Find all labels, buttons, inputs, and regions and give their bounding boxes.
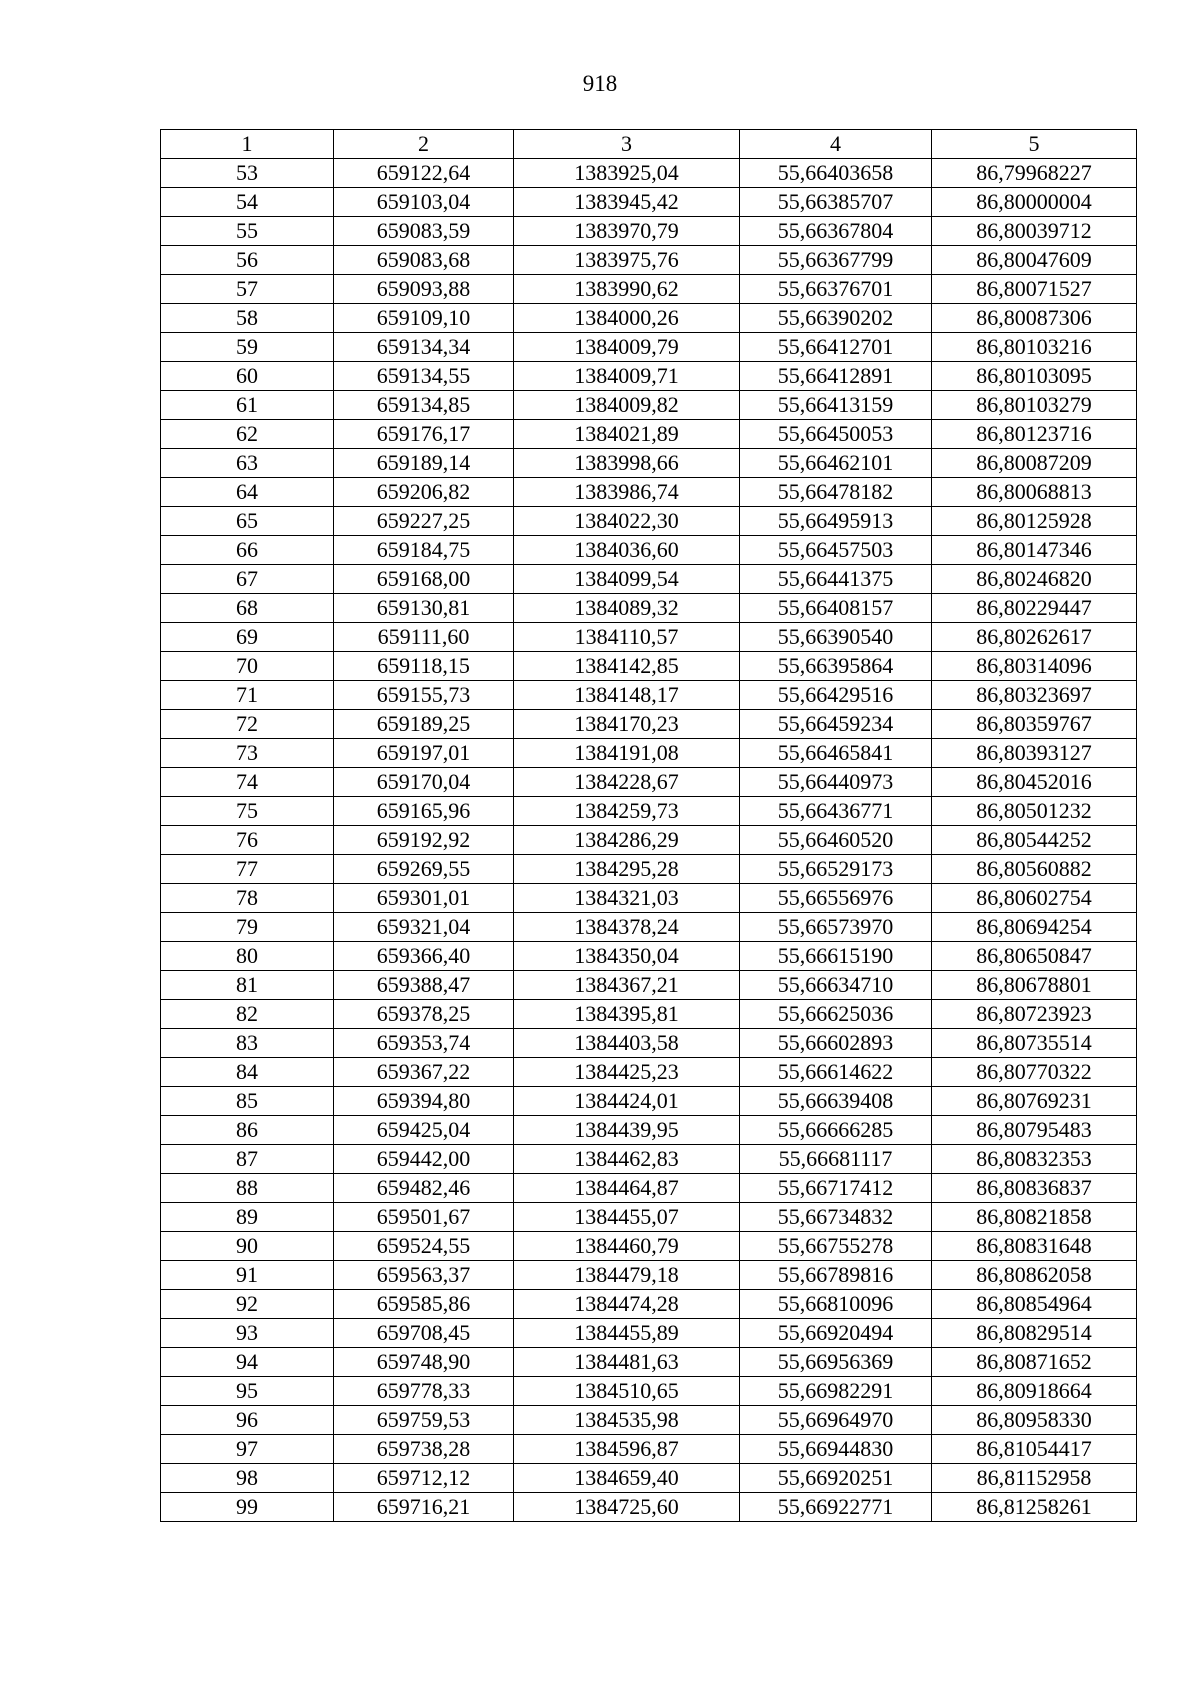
column-header: 5 [932,130,1137,159]
table-cell: 1384659,40 [514,1464,740,1493]
table-cell: 66 [161,536,334,565]
table-cell: 55,66944830 [740,1435,932,1464]
table-cell: 55,66429516 [740,681,932,710]
table-row [161,507,1137,536]
table-cell: 86,80854964 [932,1290,1137,1319]
table-cell: 87 [161,1145,334,1174]
table-cell: 53 [161,159,334,188]
table-cell: 86,80123716 [932,420,1137,449]
table-cell: 1384464,87 [514,1174,740,1203]
table-row [161,652,1137,681]
table-cell: 1384378,24 [514,913,740,942]
table-cell: 86,80544252 [932,826,1137,855]
table-cell: 659111,60 [334,623,514,652]
column-header: 4 [740,130,932,159]
table-cell: 1384455,89 [514,1319,740,1348]
table-cell: 86,80831648 [932,1232,1137,1261]
table-row [161,1029,1137,1058]
table-cell: 1384228,67 [514,768,740,797]
table-cell: 55,66602893 [740,1029,932,1058]
table-cell: 55,66465841 [740,739,932,768]
table-cell: 659425,04 [334,1116,514,1145]
table-cell: 55,66385707 [740,188,932,217]
table-cell: 659482,46 [334,1174,514,1203]
table-cell: 82 [161,1000,334,1029]
table-row [161,246,1137,275]
table-row [161,362,1137,391]
table-cell: 86,80958330 [932,1406,1137,1435]
table-cell: 55,66666285 [740,1116,932,1145]
table-cell: 1384099,54 [514,565,740,594]
table-cell: 68 [161,594,334,623]
table-cell: 659501,67 [334,1203,514,1232]
table-cell: 86,80602754 [932,884,1137,913]
table-cell: 659189,14 [334,449,514,478]
table-cell: 94 [161,1348,334,1377]
table-row [161,1116,1137,1145]
table-cell: 1384036,60 [514,536,740,565]
table-cell: 55,66734832 [740,1203,932,1232]
table-cell: 659189,25 [334,710,514,739]
table-cell: 1384481,63 [514,1348,740,1377]
table-row [161,188,1137,217]
table-cell: 659083,68 [334,246,514,275]
table-cell: 86,80103279 [932,391,1137,420]
table-row [161,159,1137,188]
table-cell: 93 [161,1319,334,1348]
table-cell: 55,66556976 [740,884,932,913]
table-cell: 86,80821858 [932,1203,1137,1232]
table-cell: 1384425,23 [514,1058,740,1087]
table-cell: 659134,85 [334,391,514,420]
table-cell: 55,66440973 [740,768,932,797]
table-cell: 81 [161,971,334,1000]
table-cell: 659716,21 [334,1493,514,1522]
table-cell: 86,79968227 [932,159,1137,188]
table-row [161,1377,1137,1406]
table-cell: 75 [161,797,334,826]
column-header: 2 [334,130,514,159]
table-cell: 1384009,79 [514,333,740,362]
table-cell: 1383990,62 [514,275,740,304]
table-row [161,884,1137,913]
table-cell: 55,66412891 [740,362,932,391]
table-cell: 57 [161,275,334,304]
table-row [161,942,1137,971]
table-cell: 1384474,28 [514,1290,740,1319]
table-cell: 659184,75 [334,536,514,565]
table-row [161,1087,1137,1116]
table-cell: 659367,22 [334,1058,514,1087]
table-cell: 55,66436771 [740,797,932,826]
table-cell: 86,80832353 [932,1145,1137,1174]
table-cell: 659708,45 [334,1319,514,1348]
coordinates-table [160,129,1137,1522]
table-cell: 1383975,76 [514,246,740,275]
table-cell: 1384596,87 [514,1435,740,1464]
table-row [161,565,1137,594]
table-cell: 55,66408157 [740,594,932,623]
table-cell: 83 [161,1029,334,1058]
table-cell: 86,80723923 [932,1000,1137,1029]
table-cell: 55,66964970 [740,1406,932,1435]
table-cell: 54 [161,188,334,217]
table-cell: 659118,15 [334,652,514,681]
table-cell: 659748,90 [334,1348,514,1377]
table-cell: 659083,59 [334,217,514,246]
table-cell: 55,66367804 [740,217,932,246]
table-cell: 659093,88 [334,275,514,304]
table-cell: 1384009,82 [514,391,740,420]
table-cell: 1383970,79 [514,217,740,246]
table-cell: 55,66634710 [740,971,932,1000]
table-cell: 86,80795483 [932,1116,1137,1145]
table-row [161,217,1137,246]
table-cell: 55,66495913 [740,507,932,536]
table-cell: 55,66920251 [740,1464,932,1493]
table-cell: 55,66956369 [740,1348,932,1377]
table-cell: 97 [161,1435,334,1464]
table-cell: 77 [161,855,334,884]
table-cell: 65 [161,507,334,536]
table-cell: 55 [161,217,334,246]
table-cell: 86,80650847 [932,942,1137,971]
table-cell: 72 [161,710,334,739]
table-cell: 55,66459234 [740,710,932,739]
table-cell: 86,80770322 [932,1058,1137,1087]
table-cell: 1384462,83 [514,1145,740,1174]
table-cell: 659353,74 [334,1029,514,1058]
table-cell: 1384321,03 [514,884,740,913]
table-cell: 1383998,66 [514,449,740,478]
table-cell: 659155,73 [334,681,514,710]
table-cell: 86,80246820 [932,565,1137,594]
table-cell: 86,80678801 [932,971,1137,1000]
table-cell: 55,66717412 [740,1174,932,1203]
table-cell: 1384170,23 [514,710,740,739]
table-cell: 86,81152958 [932,1464,1137,1493]
table-cell: 659585,86 [334,1290,514,1319]
table-cell: 659778,33 [334,1377,514,1406]
table-cell: 86,80125928 [932,507,1137,536]
table-cell: 55,66681117 [740,1145,932,1174]
table-cell: 1384460,79 [514,1232,740,1261]
column-header: 1 [161,130,334,159]
table-row [161,623,1137,652]
table-cell: 659192,92 [334,826,514,855]
table-cell: 99 [161,1493,334,1522]
table-cell: 96 [161,1406,334,1435]
table-cell: 56 [161,246,334,275]
column-header: 3 [514,130,740,159]
table-row [161,710,1137,739]
table-cell: 55,66367799 [740,246,932,275]
table-cell: 55,66982291 [740,1377,932,1406]
table-cell: 55,66810096 [740,1290,932,1319]
table-cell: 61 [161,391,334,420]
table-cell: 88 [161,1174,334,1203]
table-cell: 59 [161,333,334,362]
table-cell: 659227,25 [334,507,514,536]
table-cell: 1383925,04 [514,159,740,188]
table-cell: 659378,25 [334,1000,514,1029]
table-cell: 1384142,85 [514,652,740,681]
table-row [161,536,1137,565]
table-cell: 659563,37 [334,1261,514,1290]
table-cell: 71 [161,681,334,710]
table-cell: 1384424,01 [514,1087,740,1116]
table-cell: 659442,00 [334,1145,514,1174]
table-row [161,478,1137,507]
table-cell: 95 [161,1377,334,1406]
table-row [161,1464,1137,1493]
table-cell: 63 [161,449,334,478]
table-cell: 55,66614622 [740,1058,932,1087]
table-cell: 1384725,60 [514,1493,740,1522]
table-row [161,1058,1137,1087]
table-cell: 1384535,98 [514,1406,740,1435]
table-cell: 55,66922771 [740,1493,932,1522]
page-number: 918 [582,71,618,96]
table-header-row [161,130,1137,159]
table-row [161,449,1137,478]
table-cell: 69 [161,623,334,652]
table-row [161,304,1137,333]
table-cell: 98 [161,1464,334,1493]
table-cell: 67 [161,565,334,594]
table-cell: 1384000,26 [514,304,740,333]
table-row [161,1232,1137,1261]
table-cell: 1384367,21 [514,971,740,1000]
table-cell: 1384395,81 [514,1000,740,1029]
table-cell: 659168,00 [334,565,514,594]
table-row [161,739,1137,768]
table-cell: 86,80871652 [932,1348,1137,1377]
table-cell: 55,66460520 [740,826,932,855]
table-cell: 86,80735514 [932,1029,1137,1058]
table-cell: 659165,96 [334,797,514,826]
table-cell: 58 [161,304,334,333]
table-cell: 55,66403658 [740,159,932,188]
table-cell: 92 [161,1290,334,1319]
table-cell: 86,80147346 [932,536,1137,565]
table-cell: 1384295,28 [514,855,740,884]
table-cell: 55,66639408 [740,1087,932,1116]
table-cell: 62 [161,420,334,449]
table-cell: 86,80087306 [932,304,1137,333]
table-cell: 55,66478182 [740,478,932,507]
table-row [161,594,1137,623]
table-cell: 86,80323697 [932,681,1137,710]
table-row [161,768,1137,797]
table-cell: 89 [161,1203,334,1232]
table-row [161,1319,1137,1348]
table-cell: 86,80836837 [932,1174,1137,1203]
table-cell: 86,80068813 [932,478,1137,507]
table-cell: 86,80000004 [932,188,1137,217]
table-cell: 85 [161,1087,334,1116]
table-row [161,420,1137,449]
table-cell: 659712,12 [334,1464,514,1493]
table-cell: 86,81054417 [932,1435,1137,1464]
table-cell: 84 [161,1058,334,1087]
table-cell: 1384479,18 [514,1261,740,1290]
table-cell: 80 [161,942,334,971]
table-cell: 55,66755278 [740,1232,932,1261]
table-row [161,1493,1137,1522]
table-cell: 86,80452016 [932,768,1137,797]
table-cell: 86,80071527 [932,275,1137,304]
table-cell: 1384022,30 [514,507,740,536]
table-cell: 74 [161,768,334,797]
table-row [161,391,1137,420]
table-cell: 659134,55 [334,362,514,391]
table-cell: 659170,04 [334,768,514,797]
table-cell: 1384439,95 [514,1116,740,1145]
table-cell: 91 [161,1261,334,1290]
table-cell: 1383945,42 [514,188,740,217]
table-cell: 86,80103095 [932,362,1137,391]
table-cell: 1384110,57 [514,623,740,652]
table-cell: 86,80039712 [932,217,1137,246]
table-cell: 86,80359767 [932,710,1137,739]
table-cell: 76 [161,826,334,855]
table-cell: 86,81258261 [932,1493,1137,1522]
table-cell: 86,80862058 [932,1261,1137,1290]
table-cell: 659394,80 [334,1087,514,1116]
table-cell: 86,80560882 [932,855,1137,884]
table-cell: 55,66920494 [740,1319,932,1348]
table-cell: 659269,55 [334,855,514,884]
table-cell: 86,80769231 [932,1087,1137,1116]
table-cell: 1384089,32 [514,594,740,623]
table-row [161,913,1137,942]
table-cell: 659388,47 [334,971,514,1000]
table-cell: 55,66412701 [740,333,932,362]
table-cell: 79 [161,913,334,942]
table-cell: 55,66450053 [740,420,932,449]
table-row [161,1290,1137,1319]
table-cell: 659122,64 [334,159,514,188]
table-cell: 55,66395864 [740,652,932,681]
table-cell: 86,80393127 [932,739,1137,768]
table-cell: 659176,17 [334,420,514,449]
table-row [161,1000,1137,1029]
table-cell: 1384191,08 [514,739,740,768]
table-row [161,855,1137,884]
table-cell: 659130,81 [334,594,514,623]
table-cell: 86,80047609 [932,246,1137,275]
table-cell: 86,80262617 [932,623,1137,652]
table-cell: 1384455,07 [514,1203,740,1232]
table-cell: 55,66457503 [740,536,932,565]
table-cell: 90 [161,1232,334,1261]
table-row [161,681,1137,710]
table-cell: 86,80229447 [932,594,1137,623]
table-cell: 1384021,89 [514,420,740,449]
table-cell: 78 [161,884,334,913]
table-cell: 659206,82 [334,478,514,507]
table-row [161,1203,1137,1232]
table-row [161,971,1137,1000]
table-cell: 55,66441375 [740,565,932,594]
table-row [161,275,1137,304]
table-cell: 1384009,71 [514,362,740,391]
table-cell: 70 [161,652,334,681]
table-cell: 659197,01 [334,739,514,768]
table-row [161,1348,1137,1377]
table-cell: 86,80918664 [932,1377,1137,1406]
table-row [161,333,1137,362]
table-cell: 659134,34 [334,333,514,362]
table-cell: 1384259,73 [514,797,740,826]
table-row [161,826,1137,855]
table-cell: 86,80103216 [932,333,1137,362]
table-row [161,1145,1137,1174]
table-cell: 55,66615190 [740,942,932,971]
table-cell: 1384350,04 [514,942,740,971]
table-cell: 659738,28 [334,1435,514,1464]
table-cell: 55,66413159 [740,391,932,420]
table-cell: 55,66789816 [740,1261,932,1290]
table-cell: 1384148,17 [514,681,740,710]
table-cell: 1384403,58 [514,1029,740,1058]
table-cell: 1383986,74 [514,478,740,507]
table-cell: 86 [161,1116,334,1145]
table-cell: 86,80087209 [932,449,1137,478]
table-cell: 659366,40 [334,942,514,971]
table-cell: 73 [161,739,334,768]
table-cell: 55,66529173 [740,855,932,884]
table-row [161,797,1137,826]
table-cell: 55,66573970 [740,913,932,942]
table-row [161,1406,1137,1435]
table-cell: 659321,04 [334,913,514,942]
table-cell: 60 [161,362,334,391]
table-cell: 86,80829514 [932,1319,1137,1348]
table-cell: 55,66625036 [740,1000,932,1029]
table-cell: 86,80694254 [932,913,1137,942]
table-row [161,1435,1137,1464]
table-cell: 659759,53 [334,1406,514,1435]
table-cell: 659301,01 [334,884,514,913]
table-cell: 86,80501232 [932,797,1137,826]
table-cell: 55,66390540 [740,623,932,652]
table-cell: 55,66390202 [740,304,932,333]
table-cell: 659109,10 [334,304,514,333]
table-cell: 64 [161,478,334,507]
table-cell: 86,80314096 [932,652,1137,681]
table-cell: 659103,04 [334,188,514,217]
table-cell: 659524,55 [334,1232,514,1261]
table-cell: 55,66376701 [740,275,932,304]
table-cell: 1384510,65 [514,1377,740,1406]
table-cell: 55,66462101 [740,449,932,478]
table-row [161,1174,1137,1203]
table-row [161,1261,1137,1290]
table-cell: 1384286,29 [514,826,740,855]
